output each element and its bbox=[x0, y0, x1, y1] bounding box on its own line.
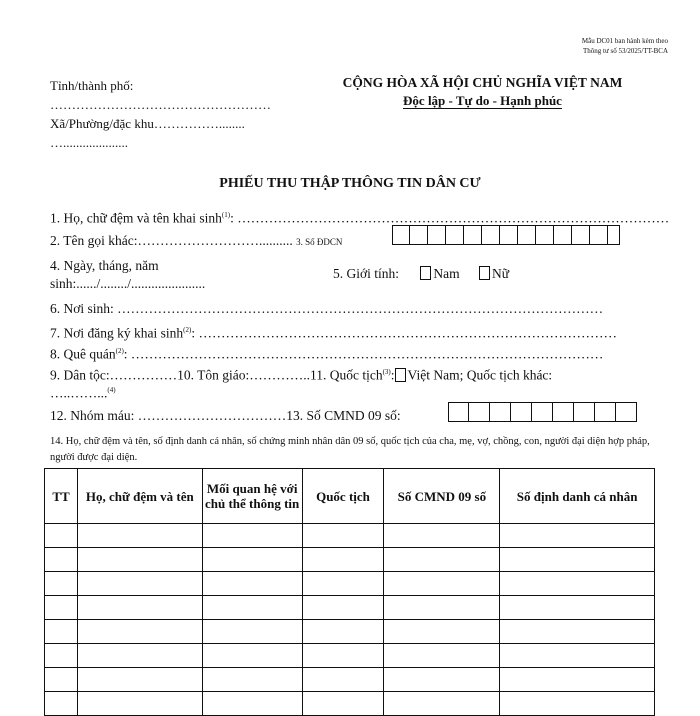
id-number-boxes[interactable] bbox=[392, 225, 620, 245]
table-row bbox=[45, 692, 655, 716]
field-ethnicity-religion-nationality[interactable]: 9. Dân tộc:……………10. Tôn giáo:…………..11. Quốc tịch$^{(3)}$: Việt Nam; Quốc tịch khác: bbox=[50, 367, 553, 383]
col-header-relationship: Mối quan hệ với chủ thể thông tin bbox=[202, 469, 302, 524]
page-title: PHIẾU THU THẬP THÔNG TIN DÂN CƯ bbox=[219, 176, 481, 191]
table-cell[interactable] bbox=[45, 572, 78, 596]
relatives-table bbox=[44, 468, 655, 716]
field-relatives-note: 14. Họ, chữ đệm và tên, số định danh cá nhân, số chứng minh nhân dân 09 số, quốc tịch của cha, mẹ, vợ, chồng, con, người đại diện hợp pháp, người được đại diện. bbox=[50, 436, 650, 463]
ward-field[interactable]: Xã/Phường/đặc khu……………........ bbox=[50, 116, 245, 131]
field-birth-registration[interactable]: 7. Nơi đăng ký khai $\sinh^{(2)}$: ………………………………………………………………………………… bbox=[50, 325, 617, 341]
female-checkbox[interactable] bbox=[479, 266, 490, 280]
table-cell[interactable] bbox=[202, 692, 302, 716]
table-cell[interactable] bbox=[500, 596, 655, 620]
table-cell[interactable] bbox=[77, 596, 202, 620]
table-cell[interactable] bbox=[45, 548, 78, 572]
table-cell[interactable] bbox=[77, 692, 202, 716]
table-cell[interactable] bbox=[384, 524, 500, 548]
table-cell[interactable] bbox=[384, 692, 500, 716]
table-cell[interactable] bbox=[500, 524, 655, 548]
cmnd-number-boxes[interactable] bbox=[448, 402, 637, 422]
table-cell[interactable] bbox=[302, 596, 384, 620]
col-header-personal-id: Số định danh cá nhân bbox=[500, 469, 655, 524]
form-code: Mẫu DC01 ban hành kèm theo Thông tư số 53/2025/TT-BCA bbox=[581, 37, 668, 55]
table-cell[interactable] bbox=[302, 572, 384, 596]
table-cell[interactable] bbox=[202, 596, 302, 620]
header-right bbox=[330, 74, 635, 110]
table-cell[interactable] bbox=[500, 548, 655, 572]
field-birth-date[interactable]: 4. Ngày, tháng, năm sinh:....../......../...................... bbox=[50, 258, 206, 291]
table-cell[interactable] bbox=[500, 620, 655, 644]
table-cell[interactable] bbox=[45, 644, 78, 668]
table-cell[interactable] bbox=[45, 620, 78, 644]
country-name: CỘNG HÒA XÃ HỘI CHỦ NGHĨA VIỆT NAM bbox=[342, 75, 623, 90]
table-cell[interactable] bbox=[45, 692, 78, 716]
table-cell[interactable] bbox=[384, 644, 500, 668]
table-row bbox=[45, 524, 655, 548]
field-hometown[interactable]: 8. Quê quán$^{(2)}$: …………………………………………………………………………………………… bbox=[50, 346, 604, 362]
table-cell[interactable] bbox=[202, 548, 302, 572]
table-cell[interactable] bbox=[45, 596, 78, 620]
table-row bbox=[45, 644, 655, 668]
table-cell[interactable] bbox=[302, 548, 384, 572]
province-field[interactable]: …………………………………………… bbox=[50, 97, 271, 112]
table-cell[interactable] bbox=[77, 572, 202, 596]
table-row bbox=[45, 548, 655, 572]
table-cell[interactable] bbox=[77, 548, 202, 572]
col-header-cmnd: Số CMND 09 số bbox=[384, 469, 500, 524]
table-row bbox=[45, 572, 655, 596]
table-cell[interactable] bbox=[302, 620, 384, 644]
table-cell[interactable] bbox=[77, 524, 202, 548]
vietnam-nationality-checkbox[interactable] bbox=[395, 368, 406, 382]
table-row bbox=[45, 620, 655, 644]
table-cell[interactable] bbox=[302, 692, 384, 716]
ward-field-continued[interactable]: ….................... bbox=[50, 135, 128, 150]
col-header-tt: TT bbox=[45, 469, 78, 524]
field-full-name[interactable]: 1. Họ, chữ đệm và tên khai $\sinh^{(1)}$: …………………………………………………………………………………… bbox=[50, 210, 670, 226]
table-cell[interactable] bbox=[384, 668, 500, 692]
header-left bbox=[50, 76, 271, 152]
table-cell[interactable] bbox=[384, 572, 500, 596]
table-cell[interactable] bbox=[302, 668, 384, 692]
table-cell[interactable] bbox=[45, 524, 78, 548]
table-row bbox=[45, 668, 655, 692]
table-header-row bbox=[45, 469, 655, 524]
table-cell[interactable] bbox=[500, 644, 655, 668]
table-cell[interactable] bbox=[500, 692, 655, 716]
table-cell[interactable] bbox=[500, 668, 655, 692]
table-cell[interactable] bbox=[202, 644, 302, 668]
province-label: Tỉnh/thành phố: bbox=[50, 78, 134, 93]
table-cell[interactable] bbox=[384, 548, 500, 572]
table-cell[interactable] bbox=[202, 668, 302, 692]
field-other-name[interactable]: 2. Tên gọi khác:……………………….......... 3. Số ĐDCN bbox=[50, 233, 343, 248]
col-header-name: Họ, chữ đệm và tên bbox=[77, 469, 202, 524]
table-cell[interactable] bbox=[202, 524, 302, 548]
col-header-nationality: Quốc tịch bbox=[302, 469, 384, 524]
id-number-label: 3. Số ĐDCN bbox=[296, 237, 343, 247]
table-cell[interactable] bbox=[77, 620, 202, 644]
table-cell[interactable] bbox=[202, 572, 302, 596]
table-cell[interactable] bbox=[384, 596, 500, 620]
field-other-nationality[interactable]: …..……...$^{(4)}$ bbox=[50, 385, 116, 401]
table-cell[interactable] bbox=[77, 668, 202, 692]
table-cell[interactable] bbox=[384, 620, 500, 644]
male-checkbox[interactable] bbox=[420, 266, 431, 280]
table-cell[interactable] bbox=[77, 644, 202, 668]
motto: Độc lập - Tự do - Hạnh phúc bbox=[403, 93, 562, 108]
table-cell[interactable] bbox=[45, 668, 78, 692]
table-cell[interactable] bbox=[202, 620, 302, 644]
field-gender: 5. Giới tính: Nam Nữ bbox=[333, 266, 510, 281]
table-cell[interactable] bbox=[302, 524, 384, 548]
table-cell[interactable] bbox=[500, 572, 655, 596]
table-cell[interactable] bbox=[302, 644, 384, 668]
field-birthplace[interactable]: 6. Nơi sinh: ……………………………………………………………………………………………… bbox=[50, 301, 604, 316]
field-blood-type[interactable]: 12. Nhóm máu: ……………………………13. Số CMND 09 số: bbox=[50, 408, 401, 423]
table-row bbox=[45, 596, 655, 620]
